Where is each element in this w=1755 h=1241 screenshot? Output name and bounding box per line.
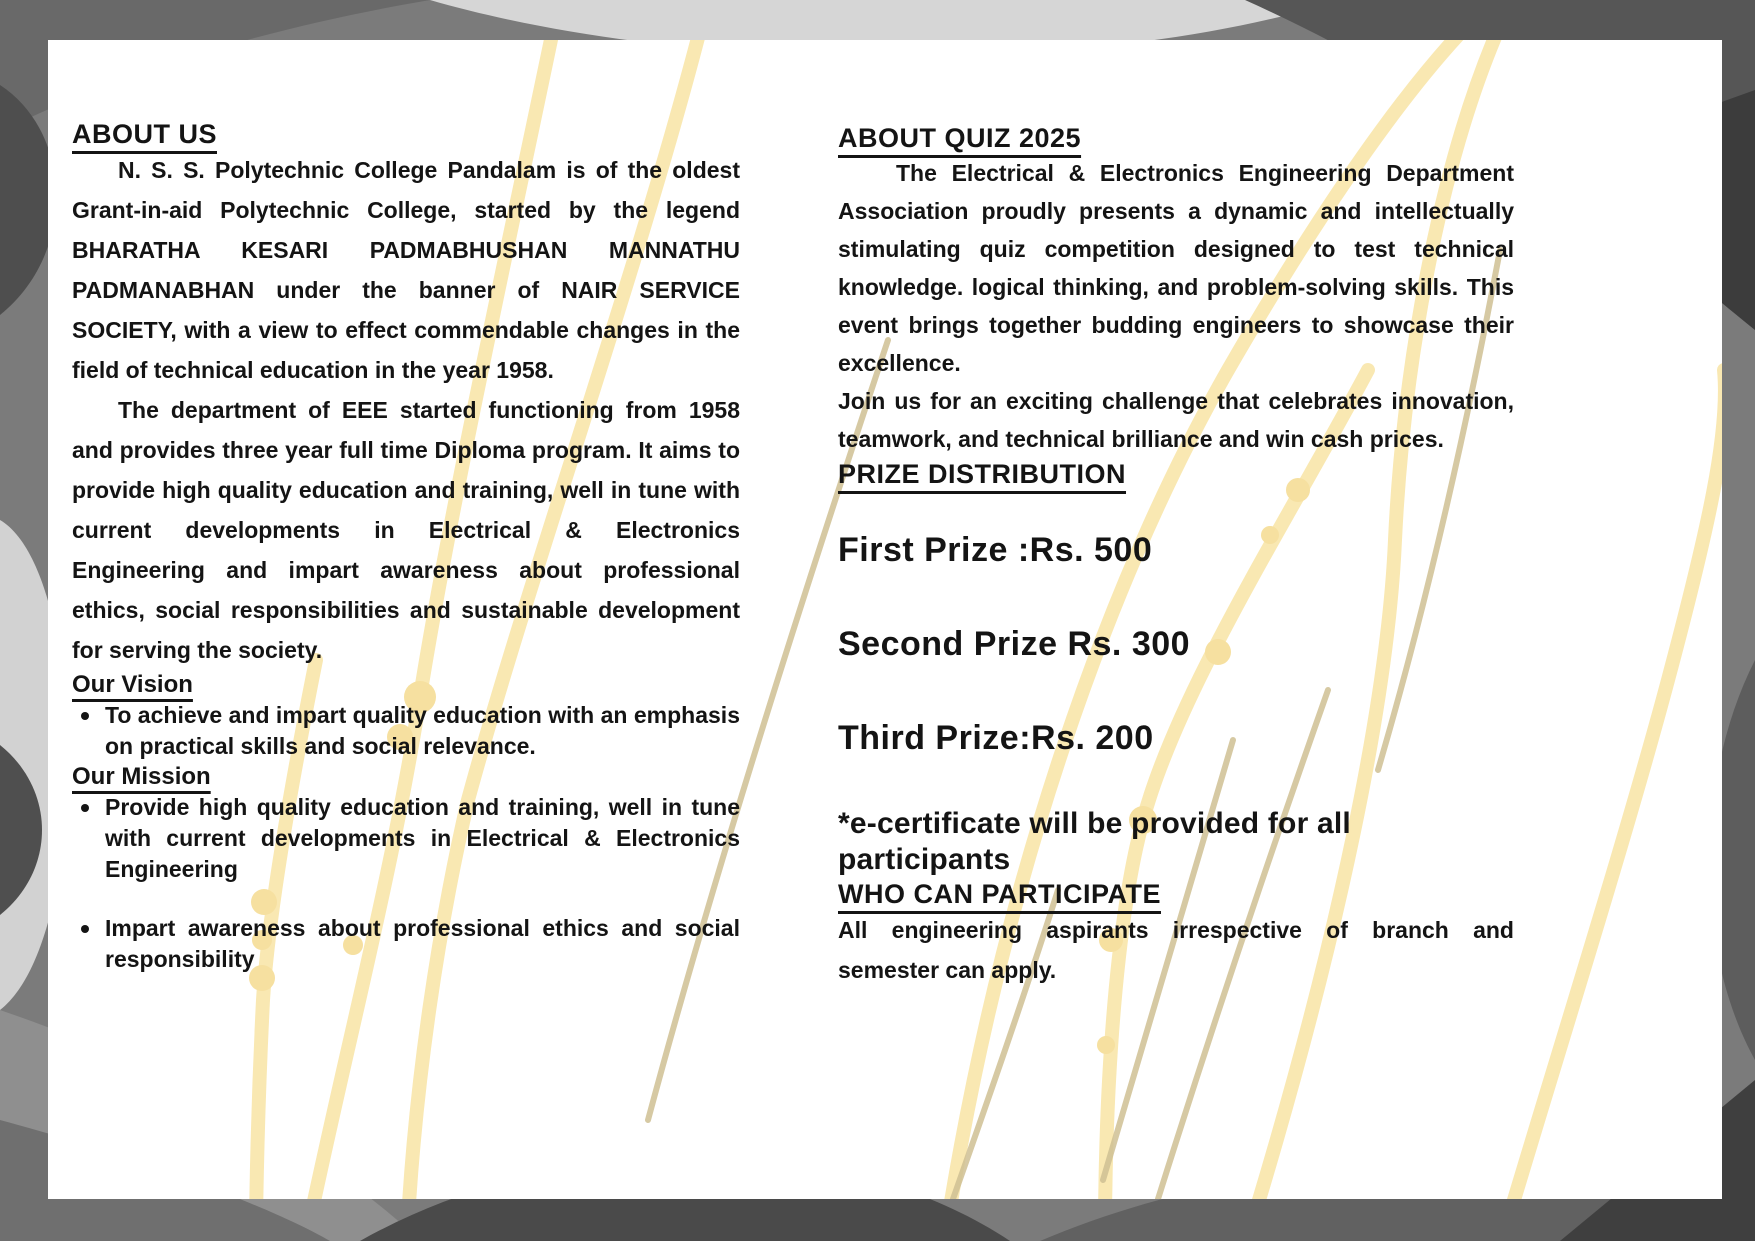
vision-bullet-list <box>72 700 740 762</box>
about-us-heading: ABOUT US <box>72 119 217 149</box>
about-quiz-paragraph-2: Join us for an exciting challenge that celebrates innovation, teamwork, and technical brilliance and win cash prices. <box>838 388 1514 452</box>
our-mission-heading: Our Mission <box>72 763 211 790</box>
left-column <box>72 118 740 975</box>
about-us-paragraph-2: The department of EEE started functioning from 1958 and provides three year full time Diploma program. It aims to provide high quality education and training, well in tune with current developments in Electrical & Electronics Engineering and impart awareness about professional ethics, social responsibilities and sustainable development for serving the society. <box>72 397 740 663</box>
vision-bullet-item: To achieve and impart quality education with an emphasis on practical skills and social relevance. <box>72 700 740 762</box>
prize-distribution-heading: PRIZE DISTRIBUTION <box>838 459 1127 489</box>
mission-bullet-item: Provide high quality education and training, well in tune with current developments in Electrical & Electronics Engineering <box>72 792 740 885</box>
mission-bullet-item: Impart awareness about professional ethics and social responsibility <box>72 913 740 975</box>
about-us-paragraph-1: N. S. S. Polytechnic College Pandalam is of the oldest Grant-in-aid Polytechnic College, started by the legend BHARATHA KESARI PADMABHUSHAN MANNATHU PADMANABHAN under the banner of NAIR SERVICE SOCIETY, with a view to effect commendable changes in the field of technical education in the year 1958. <box>72 157 740 383</box>
participate-text: All engineering aspirants irrespective of branch and semester can apply. <box>838 917 1514 983</box>
content-card <box>48 40 1722 1199</box>
second-prize-line: Second Prize Rs. 300 <box>838 625 1191 663</box>
about-quiz-heading: ABOUT QUIZ 2025 <box>838 123 1082 153</box>
our-vision-heading: Our Vision <box>72 671 193 698</box>
third-prize-line: Third Prize:Rs. 200 <box>838 719 1154 757</box>
right-column <box>838 122 1514 990</box>
about-quiz-paragraph-1: The Electrical & Electronics Engineering Department Association proudly presents a dynamic and intellectually stimulating quiz competition designed to test technical knowledge. logical thinking, and problem-solving skills. This event brings together budding engineers to showcase their excellence. <box>838 160 1514 376</box>
ecertificate-note: *e-certificate will be provided for all participants <box>838 807 1351 876</box>
who-can-participate-heading: WHO CAN PARTICIPATE <box>838 879 1161 909</box>
mission-bullet-list <box>72 792 740 975</box>
first-prize-line: First Prize :Rs. 500 <box>838 531 1153 569</box>
